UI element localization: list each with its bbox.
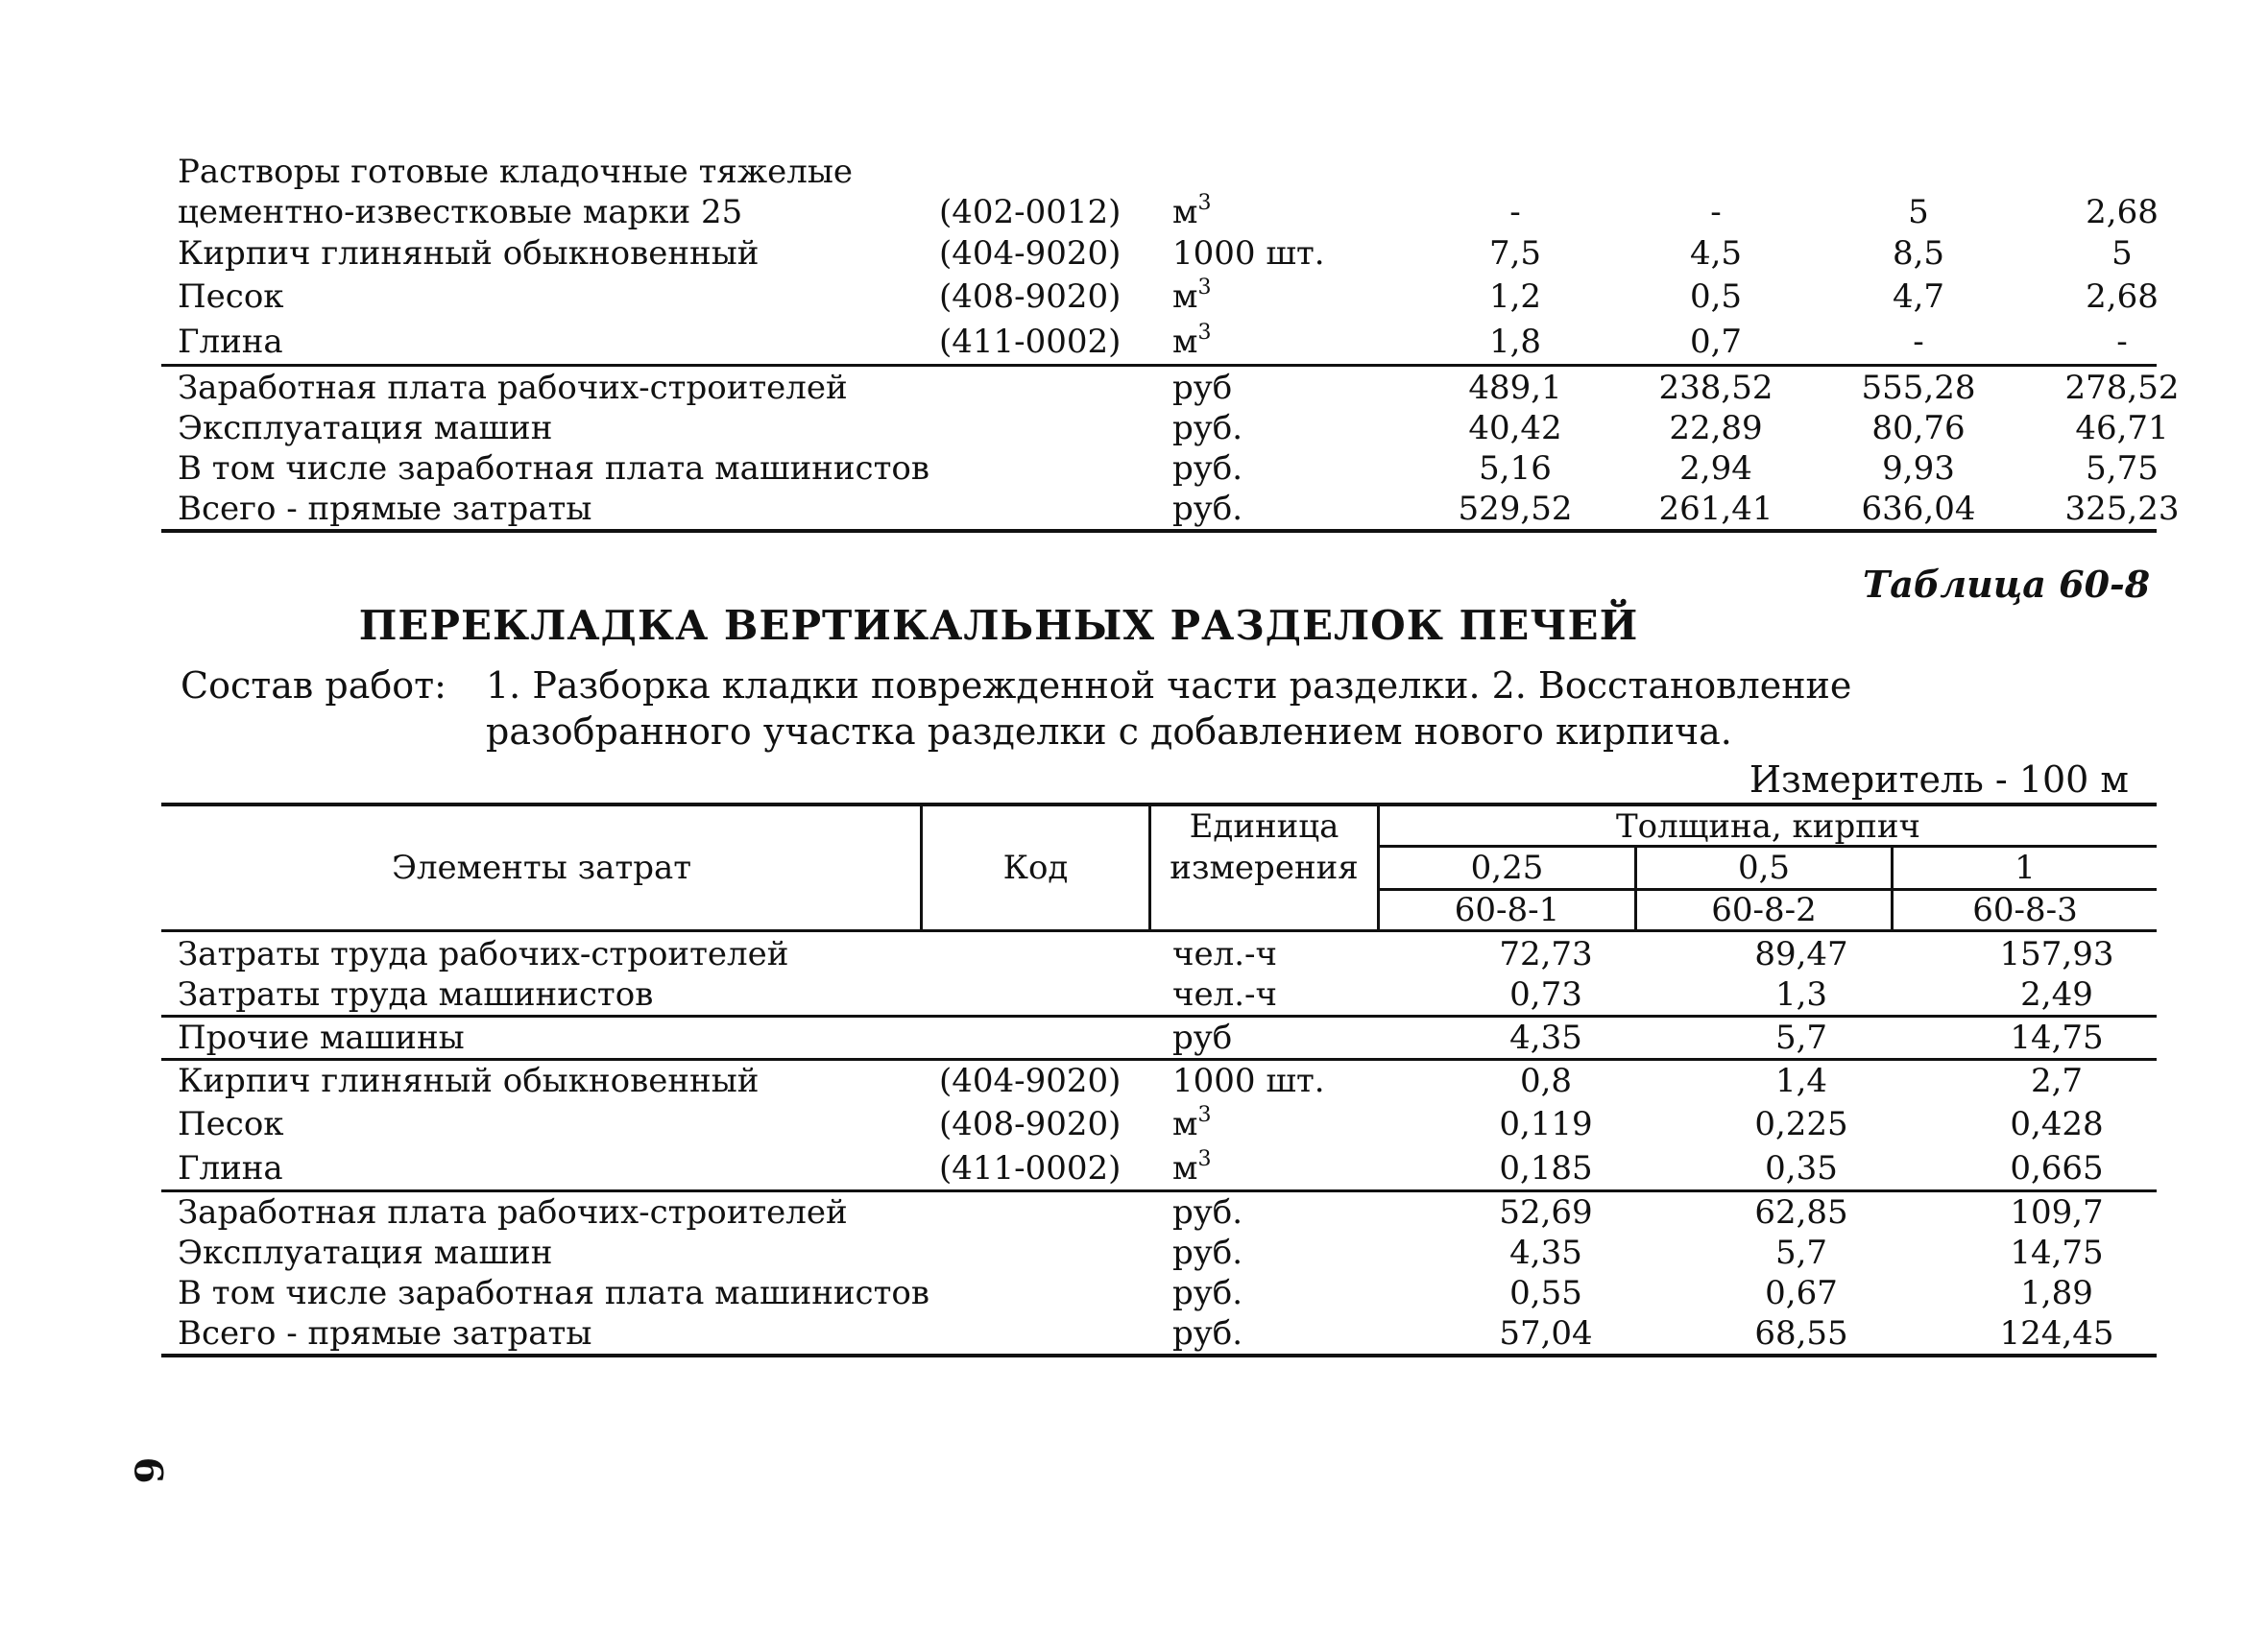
value-cell: 52,69	[1499, 1193, 1593, 1232]
value-cell: 636,04	[1861, 490, 1976, 528]
row-unit: руб	[1172, 369, 1233, 407]
row-name: Кирпич глиняный обыкновенный	[178, 234, 760, 273]
header-col-value: 1	[2015, 849, 2036, 887]
value-cell: 1,2	[1488, 277, 1542, 316]
page-number: 6	[125, 1456, 171, 1484]
header-top-border	[161, 803, 2157, 806]
row-unit: $м^3$	[1172, 1103, 1212, 1143]
table-row	[161, 489, 2180, 529]
value-cell: 0,5	[1689, 277, 1743, 316]
value-cell: 5,7	[1774, 1234, 1828, 1272]
row-code: (411-0002)	[939, 1149, 1122, 1188]
row-name: цементно-известковые марки 25	[178, 193, 743, 231]
value-cell: 0,55	[1509, 1274, 1582, 1312]
value-cell: 5,75	[2086, 449, 2159, 488]
header-col-code: 60-8-1	[1454, 891, 1560, 929]
header-col-value: 0,5	[1737, 849, 1791, 887]
header-code: Код	[1002, 849, 1069, 887]
row-unit: руб.	[1172, 1234, 1243, 1272]
row-unit: $м^3$	[1172, 321, 1212, 361]
row-unit: руб.	[1172, 1274, 1243, 1312]
row-code: (411-0002)	[939, 323, 1122, 361]
row-unit: руб.	[1172, 1193, 1243, 1232]
section-title: ПЕРЕКЛАДКА ВЕРТИКАЛЬНЫХ РАЗДЕЛОК ПЕЧЕЙ	[358, 602, 1639, 649]
value-cell: 0,67	[1765, 1274, 1838, 1312]
row-name: Кирпич глиняный обыкновенный	[178, 1062, 760, 1100]
row-code: (404-9020)	[939, 1062, 1122, 1100]
value-cell: 2,94	[1679, 449, 1752, 488]
header-bottom-border	[161, 929, 2157, 932]
table-row	[161, 192, 2157, 232]
row-name: Эксплуатация машин	[178, 1234, 553, 1272]
row-unit: руб.	[1172, 1314, 1243, 1353]
row-name: Затраты труда рабочих-строителей	[178, 935, 789, 973]
value-cell: 1,8	[1488, 323, 1542, 361]
row-code: (408-9020)	[939, 1105, 1122, 1143]
table-row	[161, 974, 2157, 1015]
row-unit: $м^3$	[1172, 191, 1212, 231]
work-composition-label: Состав работ:	[181, 664, 446, 707]
row-name: Заработная плата рабочих-строителей	[178, 1193, 848, 1232]
value-cell: 278,52	[2064, 369, 2180, 407]
row-name: Песок	[178, 1105, 284, 1143]
value-cell: 0,119	[1499, 1105, 1593, 1143]
header-col-code: 60-8-3	[1972, 891, 2078, 929]
value-cell: -	[1710, 193, 1722, 231]
value-cell: 4,7	[1892, 277, 1945, 316]
value-cell: 4,35	[1509, 1019, 1582, 1057]
table-row	[161, 322, 2157, 362]
row-unit: $м^3$	[1172, 1147, 1212, 1188]
table-row	[161, 1061, 2157, 1101]
value-cell: 14,75	[2010, 1234, 2104, 1272]
value-cell: 8,5	[1892, 234, 1945, 273]
value-cell: 0,7	[1689, 323, 1743, 361]
value-cell: -	[1509, 193, 1521, 231]
row-unit: руб.	[1172, 409, 1243, 447]
table-divider	[161, 364, 2157, 367]
header-unit-line2: измерения	[1170, 849, 1359, 887]
value-cell: 1,3	[1774, 975, 1828, 1014]
value-cell: 0,225	[1754, 1105, 1848, 1143]
table-label: Таблица 60-8	[1863, 563, 2151, 606]
value-cell: 0,665	[2010, 1149, 2104, 1188]
value-cell: 2,68	[2086, 277, 2159, 316]
value-cell: 9,93	[1882, 449, 1955, 488]
value-cell: 62,85	[1754, 1193, 1848, 1232]
value-cell: 2,68	[2086, 193, 2159, 231]
table-row	[161, 408, 2169, 448]
value-cell: 1,4	[1774, 1062, 1828, 1100]
header-col-code: 60-8-2	[1711, 891, 1817, 929]
row-unit: руб	[1172, 1019, 1233, 1057]
value-cell: 109,7	[2010, 1193, 2104, 1232]
value-cell: -	[2116, 323, 2128, 361]
row-name: Эксплуатация машин	[178, 409, 553, 447]
row-name: В том числе заработная плата машинистов	[178, 1274, 930, 1312]
value-cell: 5,7	[1774, 1019, 1828, 1057]
table-bottom-border	[161, 529, 2157, 533]
value-cell: 57,04	[1499, 1314, 1593, 1353]
row-unit: руб.	[1172, 449, 1243, 488]
row-name: Всего - прямые затраты	[178, 1314, 592, 1353]
value-cell: 0,185	[1499, 1149, 1593, 1188]
value-cell: 72,73	[1499, 935, 1593, 973]
value-cell: 14,75	[2010, 1019, 2104, 1057]
value-cell: 0,8	[1519, 1062, 1573, 1100]
value-cell: 5	[1908, 193, 1929, 231]
row-name: Растворы готовые кладочные тяжелые	[178, 153, 854, 191]
value-cell: 529,52	[1458, 490, 1573, 528]
value-cell: 2,7	[2030, 1062, 2084, 1100]
row-name: Песок	[178, 277, 284, 316]
value-cell: 5	[2111, 234, 2133, 273]
header-unit-line1: Единица	[1189, 807, 1339, 846]
table-row	[161, 448, 2157, 489]
table-row	[161, 233, 2157, 274]
row-unit: руб.	[1172, 490, 1243, 528]
value-cell: 489,1	[1468, 369, 1562, 407]
table-row	[161, 1018, 2157, 1058]
value-cell: 555,28	[1861, 369, 1976, 407]
value-cell: 4,5	[1689, 234, 1743, 273]
value-cell: 0,35	[1765, 1149, 1838, 1188]
row-name: Затраты труда машинистов	[178, 975, 654, 1014]
table-row	[161, 1273, 2157, 1313]
value-cell: 238,52	[1658, 369, 1773, 407]
header-col-value: 0,25	[1470, 849, 1544, 887]
row-name: Заработная плата рабочих-строителей	[178, 369, 848, 407]
table-row	[161, 1313, 2157, 1354]
value-cell: 7,5	[1488, 234, 1542, 273]
row-name: Всего - прямые затраты	[178, 490, 592, 528]
header-elements: Элементы затрат	[391, 849, 692, 887]
value-cell: -	[1913, 323, 1924, 361]
value-cell: 1,89	[2020, 1274, 2093, 1312]
row-unit: чел.-ч	[1172, 975, 1277, 1014]
row-code: (404-9020)	[939, 234, 1122, 273]
value-cell: 124,45	[1999, 1314, 2114, 1353]
table-row	[161, 1233, 2157, 1273]
work-composition-text: 1. Разборка кладки поврежденной части разделки. 2. Восстановление разобранного участка разделки с добавлением нового кирпича.	[486, 664, 1852, 753]
row-unit: чел.-ч	[1172, 935, 1277, 973]
table-bottom-border	[161, 1354, 2157, 1357]
row-name: Прочие машины	[178, 1019, 465, 1057]
header-thickness: Толщина, кирпич	[1615, 807, 1921, 846]
value-cell: 2,49	[2020, 975, 2093, 1014]
row-unit: $м^3$	[1172, 276, 1212, 316]
table-row	[161, 934, 2157, 974]
row-unit: 1000 шт.	[1172, 1062, 1325, 1100]
row-code: (408-9020)	[939, 277, 1122, 316]
value-cell: 261,41	[1658, 490, 1773, 528]
value-cell: 0,428	[2010, 1105, 2104, 1143]
row-name: В том числе заработная плата машинистов	[178, 449, 930, 488]
table-row	[161, 1148, 2157, 1189]
row-name: Глина	[178, 1149, 283, 1188]
value-cell: 46,71	[2075, 409, 2169, 447]
value-cell: 5,16	[1479, 449, 1552, 488]
row-code: (402-0012)	[939, 193, 1122, 231]
table-row	[161, 1192, 2157, 1233]
value-cell: 157,93	[1999, 935, 2114, 973]
row-name: Глина	[178, 323, 283, 361]
value-cell: 68,55	[1754, 1314, 1848, 1353]
value-cell: 40,42	[1468, 409, 1562, 447]
value-cell: 89,47	[1754, 935, 1848, 973]
table-row	[161, 152, 2157, 192]
row-unit: 1000 шт.	[1172, 234, 1325, 273]
table-row	[161, 1104, 2157, 1144]
table-row	[161, 368, 2180, 408]
value-cell: 22,89	[1669, 409, 1763, 447]
table-row	[161, 276, 2157, 317]
value-cell: 0,73	[1509, 975, 1582, 1014]
value-cell: 80,76	[1871, 409, 1966, 447]
measurement-unit: Измеритель - 100 м	[1749, 758, 2129, 801]
value-cell: 4,35	[1509, 1234, 1582, 1272]
value-cell: 325,23	[2064, 490, 2180, 528]
